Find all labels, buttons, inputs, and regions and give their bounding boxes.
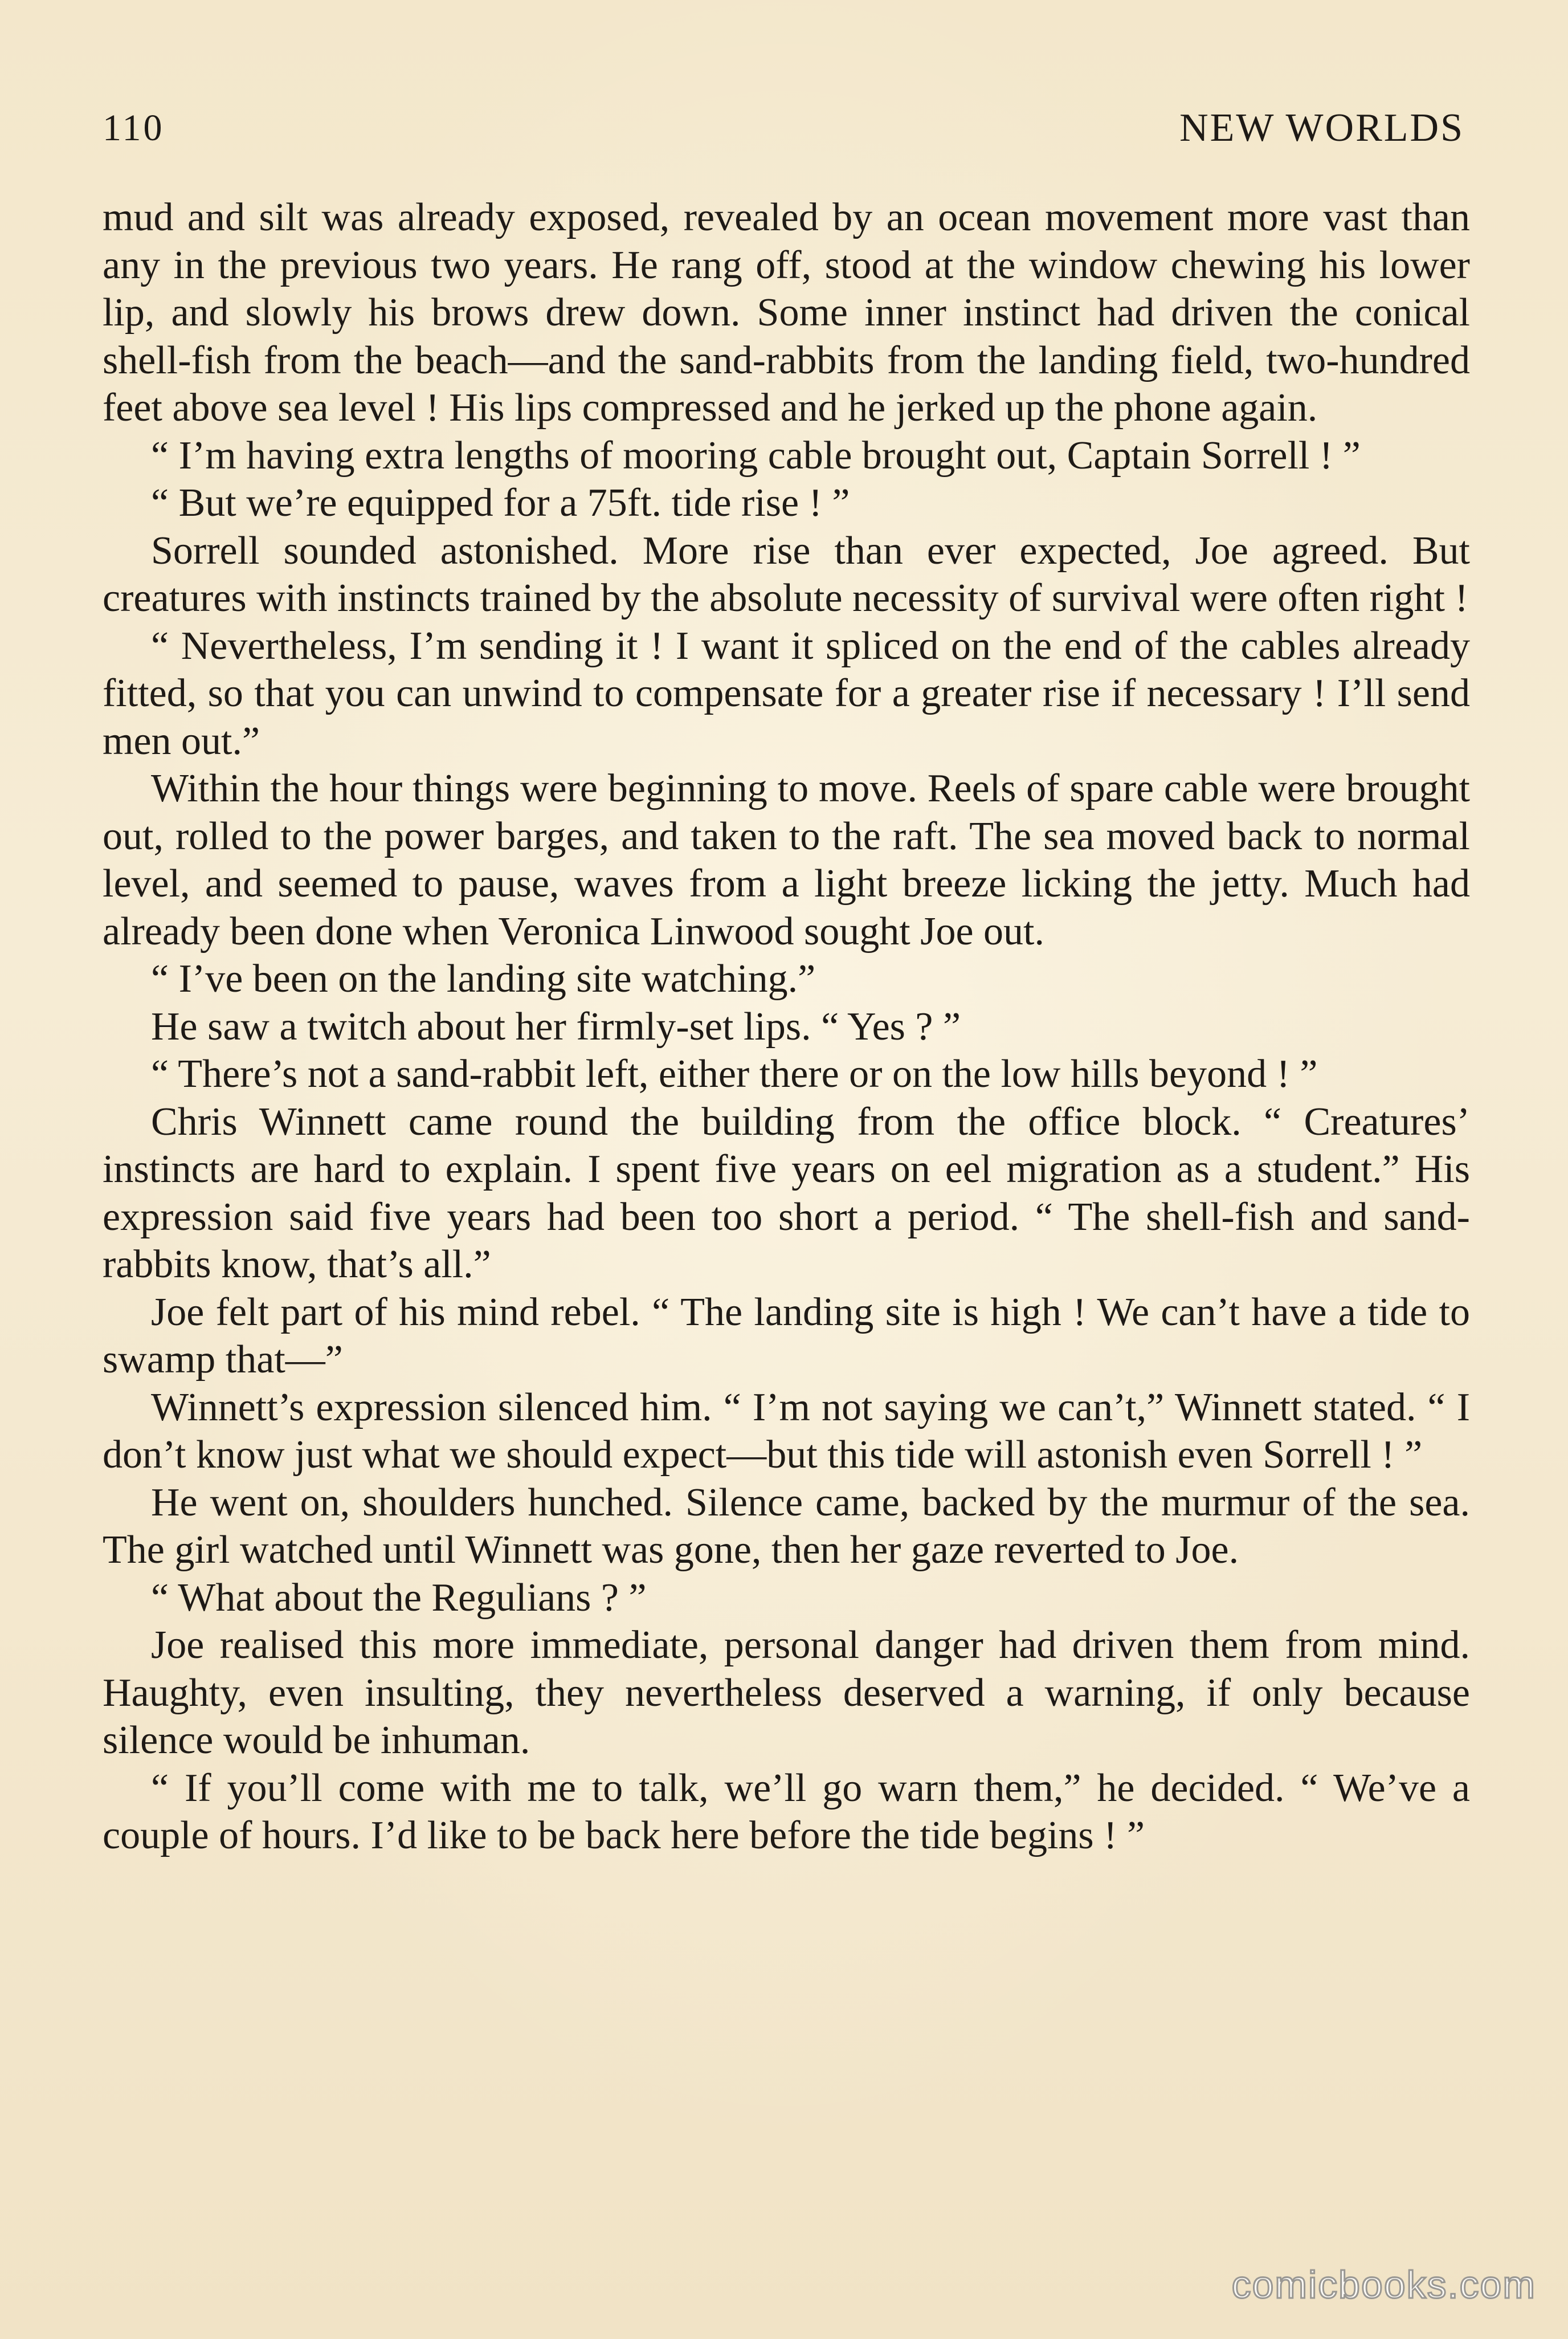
page-header — [103, 97, 1464, 160]
paragraph: Within the hour things were beginning to move. Reels of spare cable were brought out, rolled to the power barges, and taken to the raft. The sea moved back to normal level, and seemed to pause, waves from a light breeze licking the jetty. Much had already been done when Veronica Linwood sought Joe out. — [103, 767, 1470, 953]
paragraph: Chris Winnett came round the building from the office block. “ Creatures’ instincts are hard to explain. I spent five years on eel migration as a student.” His expression said five years had been too short a period. “ The shell-fish and sand-rabbits know, that’s all.” — [103, 1099, 1470, 1286]
paragraph: Winnett’s expression silenced him. “ I’m not saying we can’t,” Winnett stated. “ I don’t know just what we should expect—but this tide will astonish even Sorrell ! ” — [103, 1385, 1470, 1477]
paragraph: “ If you’ll come with me to talk, we’ll go warn them,” he decided. “ We’ve a couple of hours. I’d like to be back here before the tide begins ! ” — [103, 1766, 1470, 1857]
paragraph: He saw a twitch about her firmly-set lips. “ Yes ? ” — [151, 1004, 961, 1049]
paragraph: “ Nevertheless, I’m sending it ! I want it spliced on the end of the cables already fitted, so that you can unwind to compensate for a greater rise if necessary ! I’ll send men out.” — [103, 624, 1470, 763]
paragraph: “ There’s not a sand-rabbit left, either there or on the low hills beyond ! ” — [151, 1052, 1318, 1096]
paragraph: “ I’ve been on the landing site watching.” — [151, 957, 816, 1001]
paragraph: “ But we’re equipped for a 75ft. tide rise ! ” — [151, 481, 850, 525]
running-title: NEW WORLDS — [1179, 106, 1464, 150]
paragraph: “ I’m having extra lengths of mooring cable brought out, Captain Sorrell ! ” — [151, 433, 1361, 478]
paragraph: Sorrell sounded astonished. More rise than ever expected, Joe agreed. But creatures with instincts trained by the absolute necessity of survival were often right ! — [103, 528, 1470, 620]
page-number: 110 — [103, 107, 165, 149]
paragraph: “ What about the Regulians ? ” — [151, 1575, 647, 1620]
paragraph: Joe felt part of his mind rebel. “ The landing site is high ! We can’t have a tide to swamp that—” — [103, 1290, 1470, 1382]
paragraph: mud and silt was already exposed, revealed by an ocean movement more vast than any in the previous two years. He rang off, stood at the window chewing his lower lip, and slowly his brows drew down. Some inner instinct had driven the conical shell-fish from the beach—and the sand-rabbits from the landing field, two-hundred feet above sea level ! His lips compressed and he jerked up the phone again. — [103, 195, 1470, 430]
story-text — [103, 194, 1470, 1860]
paragraph: He went on, shoulders hunched. Silence came, backed by the murmur of the sea. The girl watched until Winnett was gone, then her gaze reverted to Joe. — [103, 1480, 1470, 1572]
site-watermark: comicbooks.com — [1231, 2263, 1536, 2307]
paragraph: Joe realised this more immediate, personal danger had driven them from mind. Haughty, even insulting, they nevertheless deserved a warning, if only because silence would be inhuman. — [103, 1623, 1470, 1762]
